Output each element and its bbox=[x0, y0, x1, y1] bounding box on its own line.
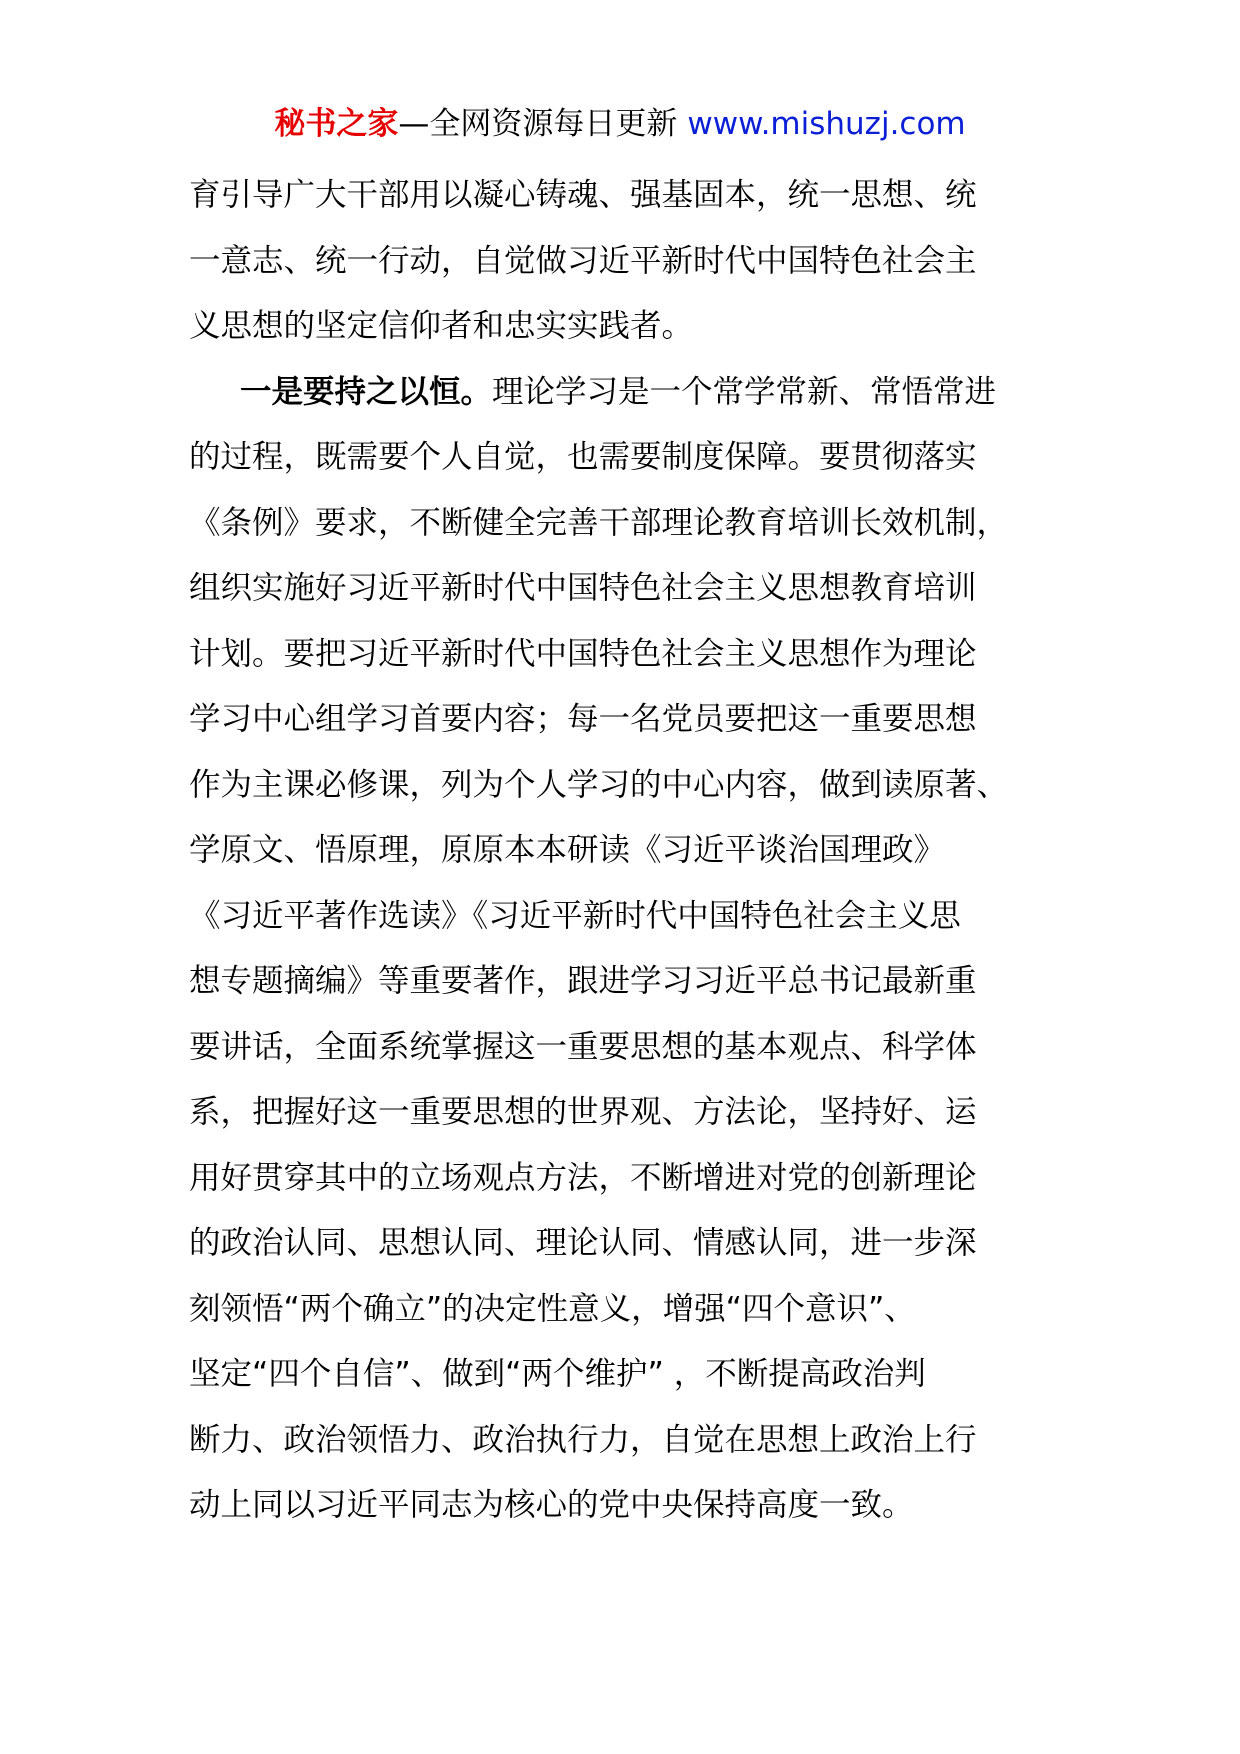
text-line: 的政治认同、思想认同、理论认同、情感认同，进一步深 bbox=[189, 1225, 977, 1261]
text-line: 断力、政治领悟力、政治执行力，自觉在思想上政治上行 bbox=[189, 1421, 977, 1458]
text-line: 用好贯穿其中的立场观点方法，不断增进对党的创新理论 bbox=[189, 1159, 977, 1196]
text-line: 要讲话，全面系统掌握这一重要思想的基本观点、科学体 bbox=[189, 1028, 977, 1065]
text-line: 动上同以习近平同志为核心的党中央保持高度一致。 bbox=[189, 1487, 914, 1523]
paragraph-continuation bbox=[189, 163, 1069, 360]
document-body bbox=[189, 163, 1069, 1539]
text-line: 育引导广大干部用以凝心铸魂、强基固本，统一思想、统 bbox=[189, 177, 977, 213]
text-line-rest: 理论学习是一个常学常新、常悟常进 bbox=[492, 373, 997, 410]
text-line: 组织实施好习近平新时代中国特色社会主义思想教育培训 bbox=[189, 570, 977, 606]
text-line: 的过程，既需要个人自觉，也需要制度保障。要贯彻落实 bbox=[189, 439, 977, 475]
paragraph-lead-heading: 一是要持之以恒。 bbox=[240, 373, 493, 410]
text-line-first bbox=[189, 360, 1069, 426]
text-line: 作为主课必修课，列为个人学习的中心内容，做到读原著、 bbox=[189, 766, 1009, 803]
text-line: 《习近平著作选读》《习近平新时代中国特色社会主义思 bbox=[189, 897, 961, 934]
page-header bbox=[0, 102, 1240, 146]
site-url-link[interactable]: www.mishuzj.com bbox=[687, 106, 966, 142]
text-line: 想专题摘编》等重要著作，跟进学习习近平总书记最新重 bbox=[189, 963, 977, 999]
text-line: 系，把握好这一重要思想的世界观、方法论，坚持好、运 bbox=[189, 1094, 977, 1130]
text-line: 学原文、悟原理，原原本本研读《习近平谈治国理政》 bbox=[189, 832, 946, 868]
text-line: 《条例》要求，不断健全完善干部理论教育培训长效机制， bbox=[189, 504, 1009, 541]
brand-name: 秘书之家 bbox=[274, 106, 399, 142]
text-line: 刻领悟“两个确立”的决定性意义，增强“四个意识”、 bbox=[189, 1290, 916, 1327]
text-line: 学习中心组学习首要内容；每一名党员要把这一重要思想 bbox=[189, 701, 977, 737]
text-line: 坚定“四个自信”、做到“两个维护” ，不断提高政治判 bbox=[189, 1356, 926, 1392]
header-tagline: —全网资源每日更新 bbox=[398, 106, 678, 142]
text-line: 一意志、统一行动，自觉做习近平新时代中国特色社会主 bbox=[189, 242, 977, 279]
paragraph-persistence bbox=[189, 360, 1069, 1539]
text-line: 计划。要把习近平新时代中国特色社会主义思想作为理论 bbox=[189, 635, 977, 672]
text-line: 义思想的坚定信仰者和忠实实践者。 bbox=[189, 308, 694, 344]
